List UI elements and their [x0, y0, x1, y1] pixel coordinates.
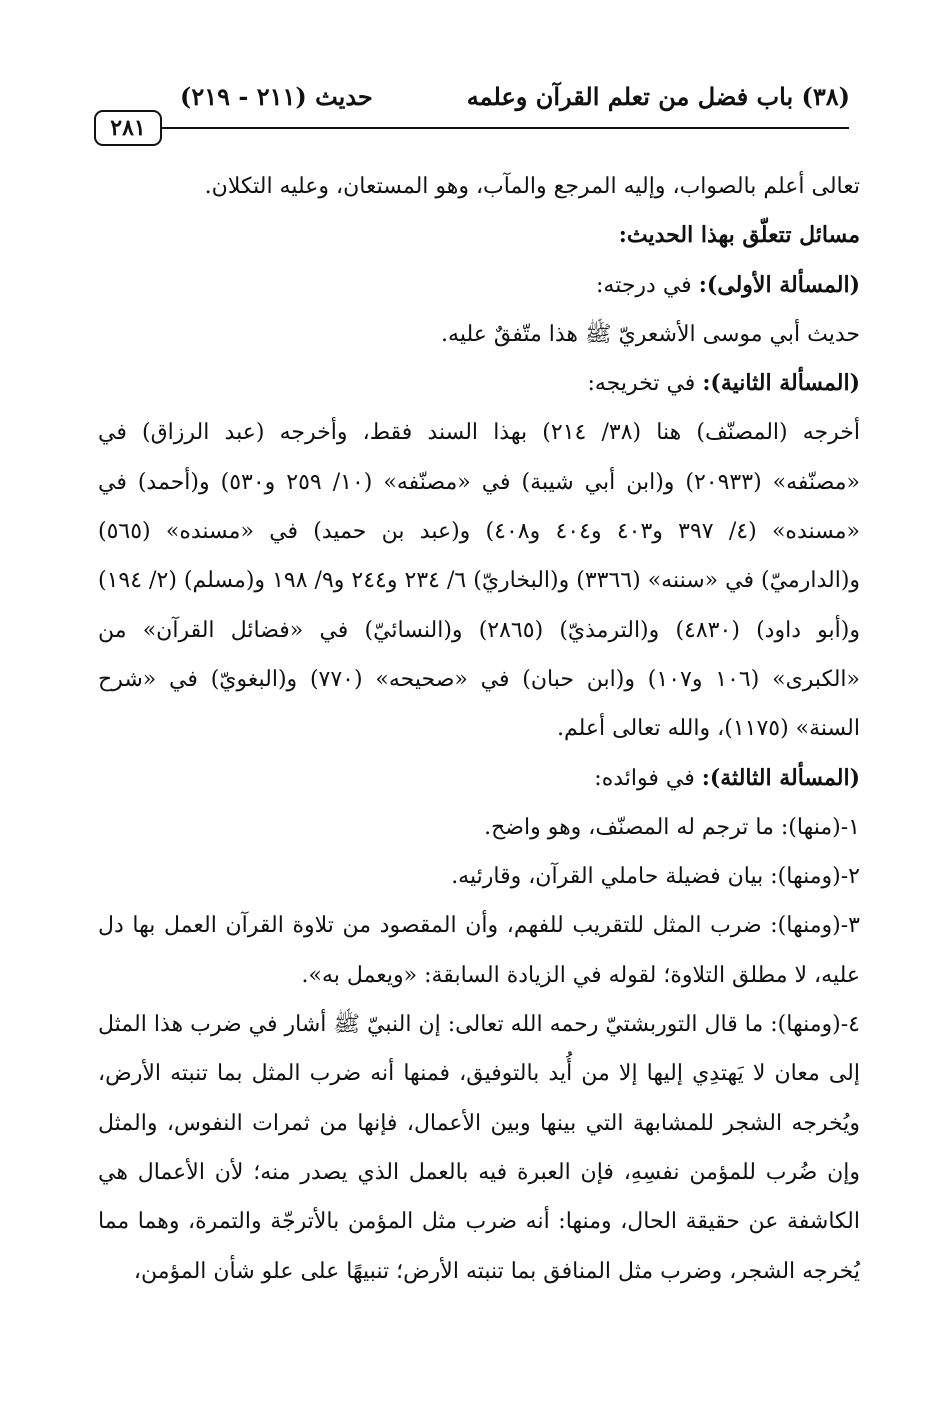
issue-three-text: في فوائده: [594, 765, 702, 791]
benefit-four: ٤-(ومنها): ما قال التوربشتيّ رحمه الله تعالى: إن النبيّ ﷺ أشار في ضرب هذا المثل إلى معان لا يَهتدِي إليها إلا من أُيد بالتوفيق، فمنها أنه ضرب المثل بما تنبته الأرض، ويُخرجه الشجر للمشابهة التي بينها وبين الأعمال، فإنها من ثمرات النفوس، والمثل وإن ضُرب للمؤمن نفسِهِ، فإن العبرة فيه بالعمل الذي يصدر منه؛ لأن الأعمال هي الكاشفة عن حقيقة الحال، ومنها: أنه ضرب مثل المؤمن بالأترجّة والتمرة، وهما مما يُخرجه الشجر، وضرب مثل المنافق بما تنبته الأرض؛ تنبيهًا على علو شأن المؤمن، [98, 1012, 860, 1284]
hadith-range: حديث (٢١١ - ٢١٩) [180, 82, 373, 111]
issue-two-text: في تخريجه: [587, 371, 703, 397]
header-rule [160, 127, 849, 129]
page-body [98, 162, 860, 1296]
benefit-one: ١-(منها): ما ترجم له المصنّف، وهو واضح. [484, 814, 860, 840]
issue-one-body: حديث أبي موسى الأشعريّ ﷺ هذا متّفقٌ عليه. [441, 321, 860, 347]
issue-one-heading [98, 261, 860, 310]
issue-two-label: (المسألة الثانية): [702, 370, 860, 397]
issue-three-heading [98, 754, 860, 803]
chapter-title: (٣٨) باب فضل من تعلم القرآن وعلمه [466, 82, 850, 111]
issue-two-heading [98, 359, 860, 408]
issue-three-label: (المسألة الثالثة): [701, 764, 860, 791]
issue-one-text: في درجته: [595, 272, 699, 298]
page-number: ٢٨١ [94, 110, 162, 146]
benefit-two: ٢-(ومنها): بيان فضيلة حاملي القرآن، وقارئيه. [451, 864, 860, 890]
issue-one-label: (المسألة الأولى): [698, 271, 860, 298]
issue-two-body: أخرجه (المصنّف) هنا (٣٨/ ٢١٤) بهذا السند فقط، وأخرجه (عبد الرزاق) في «مصنّفه» (٢٠٩٣٣) و(ابن أبي شيبة) في «مصنّفه» (١٠/ ٢٥٩ و٥٣٠) و(أحمد) في «مسنده» (٤/ ٣٩٧ و٤٠٣ و٤٠٤ و٤٠٨) و(عبد بن حميد) في «مسنده» (٥٦٥) و(الدارميّ) في «سننه» (٣٣٦٦) و(البخاريّ) ٦/ ٢٣٤ و٢٤٤ و٩/ ١٩٨ و(مسلم) (٢/ ١٩٤) و(أبو داود) (٤٨٣٠) و(الترمذيّ) (٢٨٦٥) و(النسائيّ) في «فضائل القرآن» من «الكبرى» (١٠٦ و١٠٧) و(ابن حبان) في «صحيحه» (٧٧٠) و(البغويّ) في «شرح السنة» (١١٧٥)، والله تعالى أعلم. [98, 420, 861, 742]
section-heading: مسائل تتعلّق بهذا الحديث: [618, 222, 860, 249]
benefit-three: ٣-(ومنها): ضرب المثل للتقريب للفهم، وأن المقصود من تلاوة القرآن العمل بها دل عليه، لا مطلق التلاوة؛ لقوله في الزيادة السابقة: «ويعمل به». [98, 913, 860, 988]
opening-paragraph: تعالى أعلم بالصواب، وإليه المرجع والمآب، وهو المستعان، وعليه التكلان. [204, 174, 860, 199]
